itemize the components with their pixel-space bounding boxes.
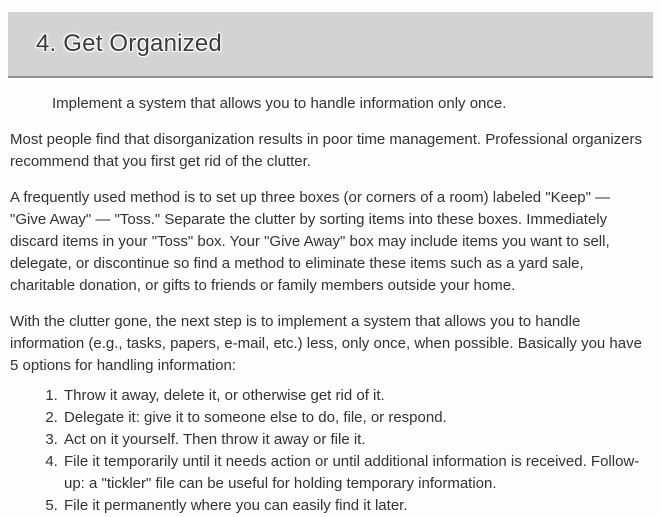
list-item: 4. File it temporarily until it needs action or until additional information is received. Follow-up: a "tickler" file can be useful for holding temporary information.: [62, 451, 648, 495]
list-item: 5. File it permanently where you can easily find it later.: [62, 495, 648, 517]
options-list: [10, 385, 648, 517]
section-title: 4. Get Organized: [36, 30, 222, 57]
list-item: 3. Act on it yourself. Then throw it away or file it.: [62, 429, 648, 451]
list-item: 1. Throw it away, delete it, or otherwise get rid of it.: [62, 385, 648, 407]
paragraph-disorganization: Most people find that disorganization results in poor time management. Professional organizers recommend that you first get rid of the clutter.: [10, 131, 643, 170]
intro-sentence: Implement a system that allows you to handle information only once.: [52, 95, 507, 112]
article-content: [0, 93, 661, 517]
paragraph-three-boxes: A frequently used method is to set up three boxes (or corners of a room) labeled "Keep" — "Give Away" — "Toss." Separate the clutter by sorting items into these boxes. Immediately discard items in your "Toss" box. Your "Give Away" box may include items you want to sell, delegate, or discontinue so find a method to eliminate these items such as a yard sale, charitable donation, or gifts to friends or family members outside your home.: [10, 189, 611, 294]
paragraph-five-options: With the clutter gone, the next step is to implement a system that allows you to handle information (e.g., tasks, papers, e-mail, etc.) less, only once, when possible. Basically you have 5 options for handling information:: [10, 313, 642, 374]
section-header: [8, 12, 653, 78]
list-item: 2. Delegate it: give it to someone else to do, file, or respond.: [62, 407, 648, 429]
